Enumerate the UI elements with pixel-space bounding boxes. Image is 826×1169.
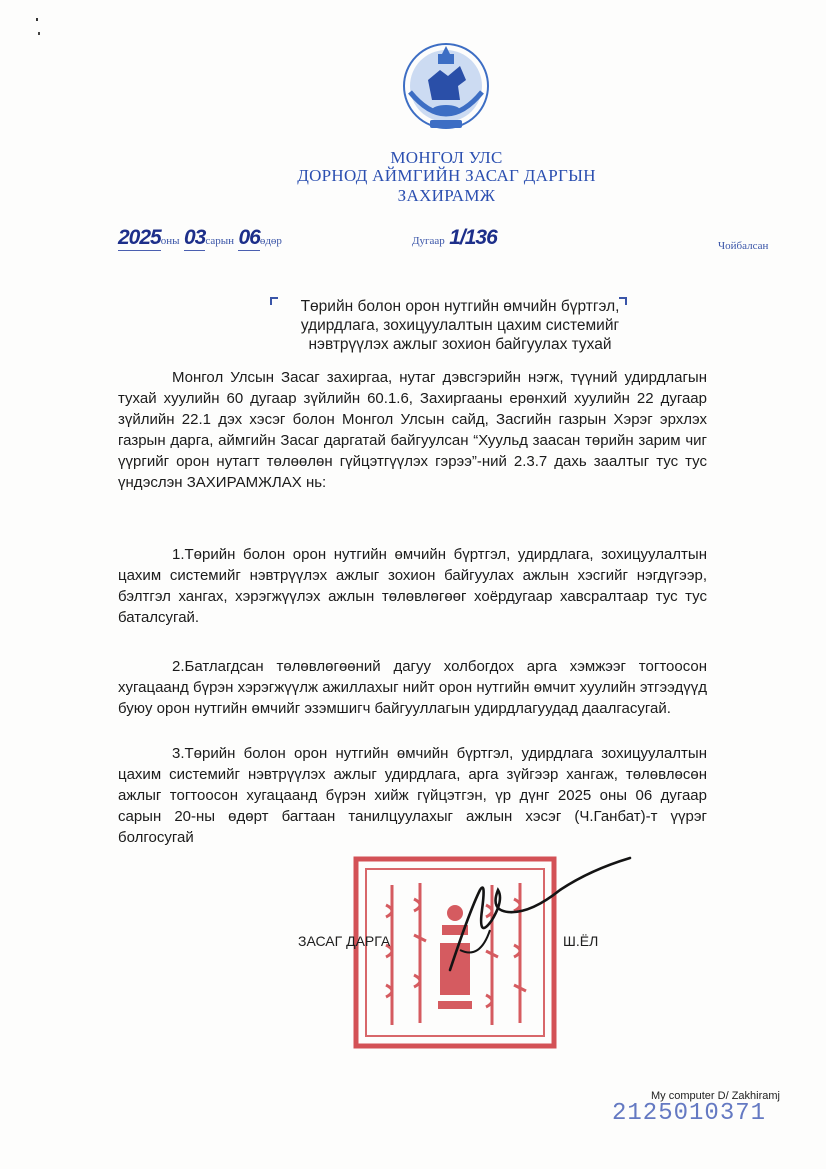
document-number: 1/136 bbox=[449, 226, 497, 249]
serial-number: 2125010371 bbox=[612, 1100, 767, 1127]
place-name: Чойбалсан bbox=[718, 240, 769, 252]
paragraph-clause-2: 2.Батлагдсан төлөвлөгөөний дагуу холбогдох арга хэмжээг тогтоосон хугацаанд бүрэн хэрэгжүүлж ажиллахыг нийт орон нутгийн өмчит хуулийн этгээдүүд буюу орон нутгийн өмчийг эзэмшигч байгууллагын удирдлагуудад даалгасугай. bbox=[118, 658, 707, 717]
number-label: Дугаар bbox=[412, 235, 445, 247]
date-year: 2025 bbox=[118, 226, 161, 249]
signatory-name: Ш.ЁЛ bbox=[563, 933, 599, 949]
scan-mark bbox=[38, 32, 40, 35]
header-country: МОНГОЛ УЛС bbox=[390, 148, 503, 167]
header-office: ДОРНОД АЙМГИЙН ЗАСАГ ДАРГЫН bbox=[297, 166, 596, 185]
date-month: 03 bbox=[183, 226, 206, 249]
handwritten-signature bbox=[420, 850, 640, 990]
title-line-1: Төрийн болон орон нутгийн өмчийн бүртгэл, bbox=[300, 298, 620, 315]
date-day-suffix: өдөр bbox=[259, 235, 282, 247]
date-day: 06 bbox=[238, 226, 260, 249]
date-month-suffix: сарын bbox=[205, 235, 234, 247]
file-path-note: My computer D/ Zakhiramj bbox=[651, 1090, 780, 1102]
date-line bbox=[118, 226, 418, 251]
header-doc-type: ЗАХИРАМЖ bbox=[397, 186, 496, 205]
title-line-2: удирдлага, зохицуулалтын цахим системийг bbox=[300, 317, 620, 334]
paragraph-clause-1: 1.Төрийн болон орон нутгийн өмчийн бүртгэл, удирдлага, зохицуулалтын цахим системийг нэвтрүүлэх ажлыг зохион байгуулах ажлын хэсгийг нэгдүгээр, бэлтгэл хангах, хэрэгжүүлэх ажлын төлөвлөгөөг хоёрдугаар хавсралтаар тус тус баталсугай. bbox=[118, 546, 707, 626]
title-line-3: нэвтрүүлэх ажлыг зохион байгуулах тухай bbox=[308, 336, 612, 353]
state-emblem-icon bbox=[400, 40, 492, 138]
paragraph-preamble: Монгол Улсын Засаг захиргаа, нутаг дэвсгэрийн нэгж, түүний удирдлагын тухай хуулийн 60 дугаар зүйлийн 60.1.6, Захиргааны ерөнхий хуулийн 22 дугаар зүйлийн 22.1 дэх хэсэг болон Монгол Улсын сайд, Засгийн газрын Хэрэг эрхлэх газрын дарга, аймгийн Засаг даргатай байгуулсан “Хуульд заасан төрийн зарим чиг үүргийг орон нутагт төлөөлөн гүйцэтгүүлэх гэрээ”-ний 2.3.7 дахь заалтыг тус тус үндэслэн ЗАХИРАМЖЛАХ нь: bbox=[118, 369, 707, 491]
paragraph-clause-3: 3.Төрийн болон орон нутгийн өмчийн бүртгэл, удирдлага зохицуулалтын цахим системийг нэвтрүүлэх ажлыг удирдлага, арга зүйгээр хангаж, төлөвлөсөн ажлыг тогтоосон хугацаанд бүрэн хийж гүйцэтгэн, үр дүнг 2025 оны 06 дугаар сарын 20-ны өдөрт багтаан танилцуулахыг ажлын хэсэг (Ч.Ганбат)-т үүрэг болгосугай bbox=[118, 745, 707, 846]
number-line bbox=[412, 226, 497, 250]
date-year-suffix: оны bbox=[160, 235, 180, 247]
scan-mark bbox=[36, 18, 38, 21]
signatory-position: ЗАСАГ ДАРГА bbox=[298, 933, 391, 949]
